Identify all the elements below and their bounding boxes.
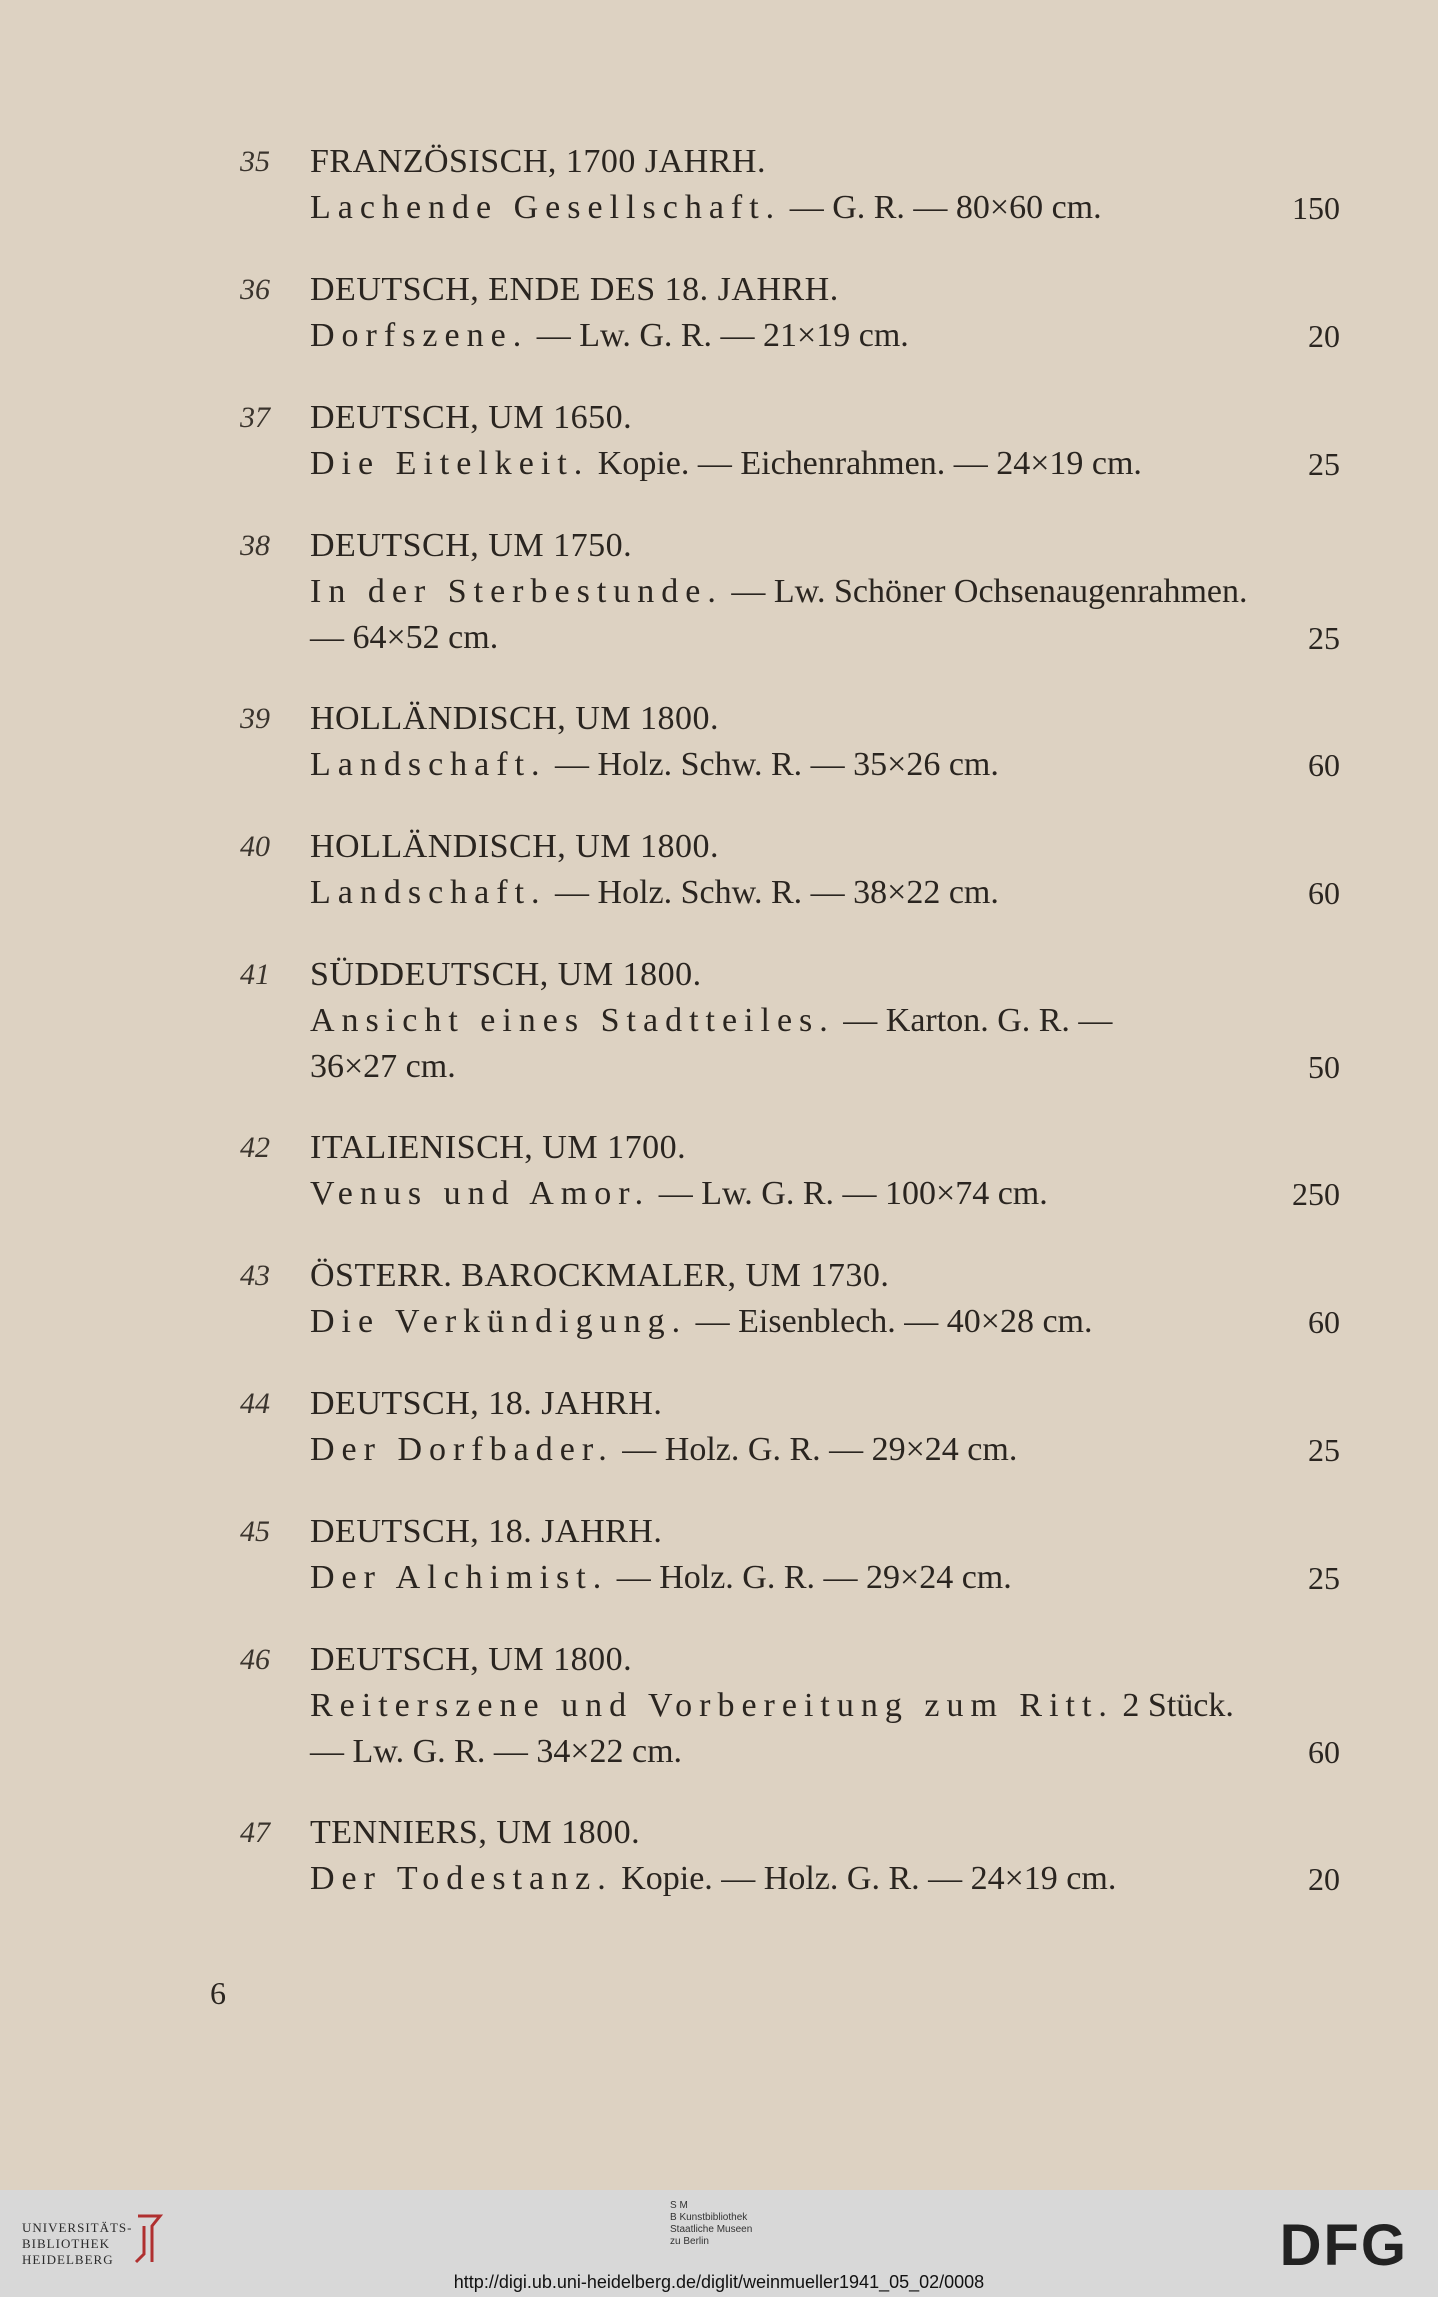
entry-detail: — Holz. G. R. — 29×24 cm. <box>613 1431 1018 1468</box>
entry-title: TENNIERS, UM 1800. <box>310 1814 641 1851</box>
entry-detail: 36×27 cm. <box>310 1048 456 1085</box>
entry-subject: Der Alchimist. <box>310 1559 609 1596</box>
entry-subject: Venus und Amor. <box>310 1175 651 1212</box>
entry-detail: — Lw. G. R. — 100×74 cm. <box>650 1175 1048 1212</box>
stamp-line: Staatliche Museen <box>670 2224 753 2235</box>
entry-description <box>310 1045 1340 1089</box>
entry-detail: — Holz. G. R. — 29×24 cm. <box>608 1559 1012 1596</box>
entry-number: 40 <box>240 830 270 863</box>
entry-subject: Dorfszene. <box>310 317 529 354</box>
entry-price: 60 <box>1308 1734 1340 1770</box>
entry-detail: — Holz. Schw. R. — 38×22 cm. <box>546 874 999 911</box>
entry-title: DEUTSCH, 18. JAHRH. <box>310 1513 663 1550</box>
entry-subject: Reiterszene und Vorbereitung zum Ritt. <box>310 1687 1114 1724</box>
entry-title: HOLLÄNDISCH, UM 1800. <box>310 700 720 737</box>
entry-title: HOLLÄNDISCH, UM 1800. <box>310 828 720 865</box>
entry-subject: Die Verkündigung. <box>310 1303 688 1340</box>
entry-description <box>310 570 1340 614</box>
entry-number: 41 <box>240 958 270 991</box>
stamp-line: B Kunstbibliothek <box>670 2212 748 2223</box>
entry-subject: Ansicht eines Stadtteiles. <box>310 1002 835 1039</box>
entry-detail: — Lw. G. R. — 34×22 cm. <box>310 1733 683 1770</box>
entry-description <box>310 186 1340 230</box>
entry-description <box>310 616 1340 660</box>
entry-number: 43 <box>240 1259 270 1292</box>
entry-title: DEUTSCH, UM 1750. <box>310 527 633 564</box>
entry-number: 38 <box>240 529 270 562</box>
entry-number: 46 <box>240 1643 270 1676</box>
entry-title: SÜDDEUTSCH, UM 1800. <box>310 956 702 993</box>
entry-description <box>310 1556 1340 1600</box>
entry-description <box>310 999 1340 1043</box>
entry-price: 25 <box>1308 1432 1340 1468</box>
entry-title: ÖSTERR. BAROCKMALER, UM 1730. <box>310 1257 890 1294</box>
entry-number: 35 <box>240 145 270 178</box>
entry-number: 39 <box>240 702 270 735</box>
entry-title: DEUTSCH, UM 1650. <box>310 399 633 436</box>
entry-description <box>310 1172 1340 1216</box>
entry-number: 45 <box>240 1515 270 1548</box>
entry-subject: In der Sterbestunde. <box>310 573 723 610</box>
entry-price: 25 <box>1308 1560 1340 1596</box>
entry-detail: Kopie. — Eichenrahmen. — 24×19 cm. <box>589 445 1142 482</box>
footer-bar <box>0 2190 1438 2297</box>
entry-description <box>310 442 1340 486</box>
entry-description <box>310 1857 1340 1901</box>
dfg-logo[interactable]: DFG <box>1279 2213 1408 2278</box>
entry-number: 44 <box>240 1387 270 1420</box>
uni-logo-line: HEIDELBERG <box>22 2252 114 2267</box>
entry-description <box>310 314 1340 358</box>
entry-subject: Lachende Gesellschaft. <box>310 189 782 226</box>
entry-detail: — Lw. Schöner Ochsenaugenrahmen. <box>722 573 1248 610</box>
entry-detail: — G. R. — 80×60 cm. <box>781 189 1102 226</box>
uni-logo-line: UNIVERSITÄTS- <box>22 2220 133 2235</box>
entry-subject: Landschaft. <box>310 746 547 783</box>
entry-number: 42 <box>240 1131 270 1164</box>
entry-price: 20 <box>1308 318 1340 354</box>
entry-detail: 2 Stück. <box>1113 1687 1234 1724</box>
entry-price: 150 <box>1292 190 1340 226</box>
entry-price: 25 <box>1308 446 1340 482</box>
entry-price: 60 <box>1308 875 1340 911</box>
page-number: 6 <box>210 1975 226 2011</box>
entry-price: 60 <box>1308 747 1340 783</box>
entry-subject: Der Todestanz. <box>310 1860 613 1897</box>
entry-detail: — 64×52 cm. <box>310 619 499 656</box>
entry-subject: Landschaft. <box>310 874 547 911</box>
entry-price: 25 <box>1308 620 1340 656</box>
entry-title: DEUTSCH, ENDE DES 18. JAHRH. <box>310 271 839 308</box>
entry-description <box>310 1300 1340 1344</box>
entry-title: DEUTSCH, 18. JAHRH. <box>310 1385 663 1422</box>
stamp-line: S M <box>670 2200 688 2211</box>
entry-price: 50 <box>1308 1049 1340 1085</box>
university-mark-icon <box>130 2212 166 2266</box>
entry-description <box>310 743 1340 787</box>
entry-description <box>310 1730 1340 1774</box>
entry-description <box>310 1428 1340 1472</box>
uni-logo-line: BIBLIOTHEK <box>22 2236 110 2251</box>
university-library-logo[interactable] <box>22 2220 133 2268</box>
entry-subject: Der Dorfbader. <box>310 1431 614 1468</box>
entry-detail: — Eisenblech. — 40×28 cm. <box>687 1303 1093 1340</box>
entry-number: 47 <box>240 1816 270 1849</box>
entry-price: 250 <box>1292 1176 1340 1212</box>
entry-title: ITALIENISCH, UM 1700. <box>310 1129 687 1166</box>
entry-number: 37 <box>240 401 270 434</box>
entry-detail: — Lw. G. R. — 21×19 cm. <box>528 317 909 354</box>
entry-number: 36 <box>240 273 270 306</box>
entry-detail: Kopie. — Holz. G. R. — 24×19 cm. <box>612 1860 1117 1897</box>
entry-subject: Die Eitelkeit. <box>310 445 590 482</box>
entry-detail: — Karton. G. R. — <box>834 1002 1113 1039</box>
entry-price: 60 <box>1308 1304 1340 1340</box>
entry-description <box>310 871 1340 915</box>
entry-detail: — Holz. Schw. R. — 35×26 cm. <box>546 746 999 783</box>
entry-title: FRANZÖSISCH, 1700 JAHRH. <box>310 143 766 180</box>
entry-title: DEUTSCH, UM 1800. <box>310 1641 633 1678</box>
entry-description <box>310 1684 1340 1728</box>
stamp-line: zu Berlin <box>670 2236 709 2247</box>
entry-price: 20 <box>1308 1861 1340 1897</box>
source-url-link[interactable]: http://digi.ub.uni-heidelberg.de/diglit/weinmueller1941_05_02/0008 <box>453 2272 985 2292</box>
museum-stamp <box>670 2200 752 2248</box>
